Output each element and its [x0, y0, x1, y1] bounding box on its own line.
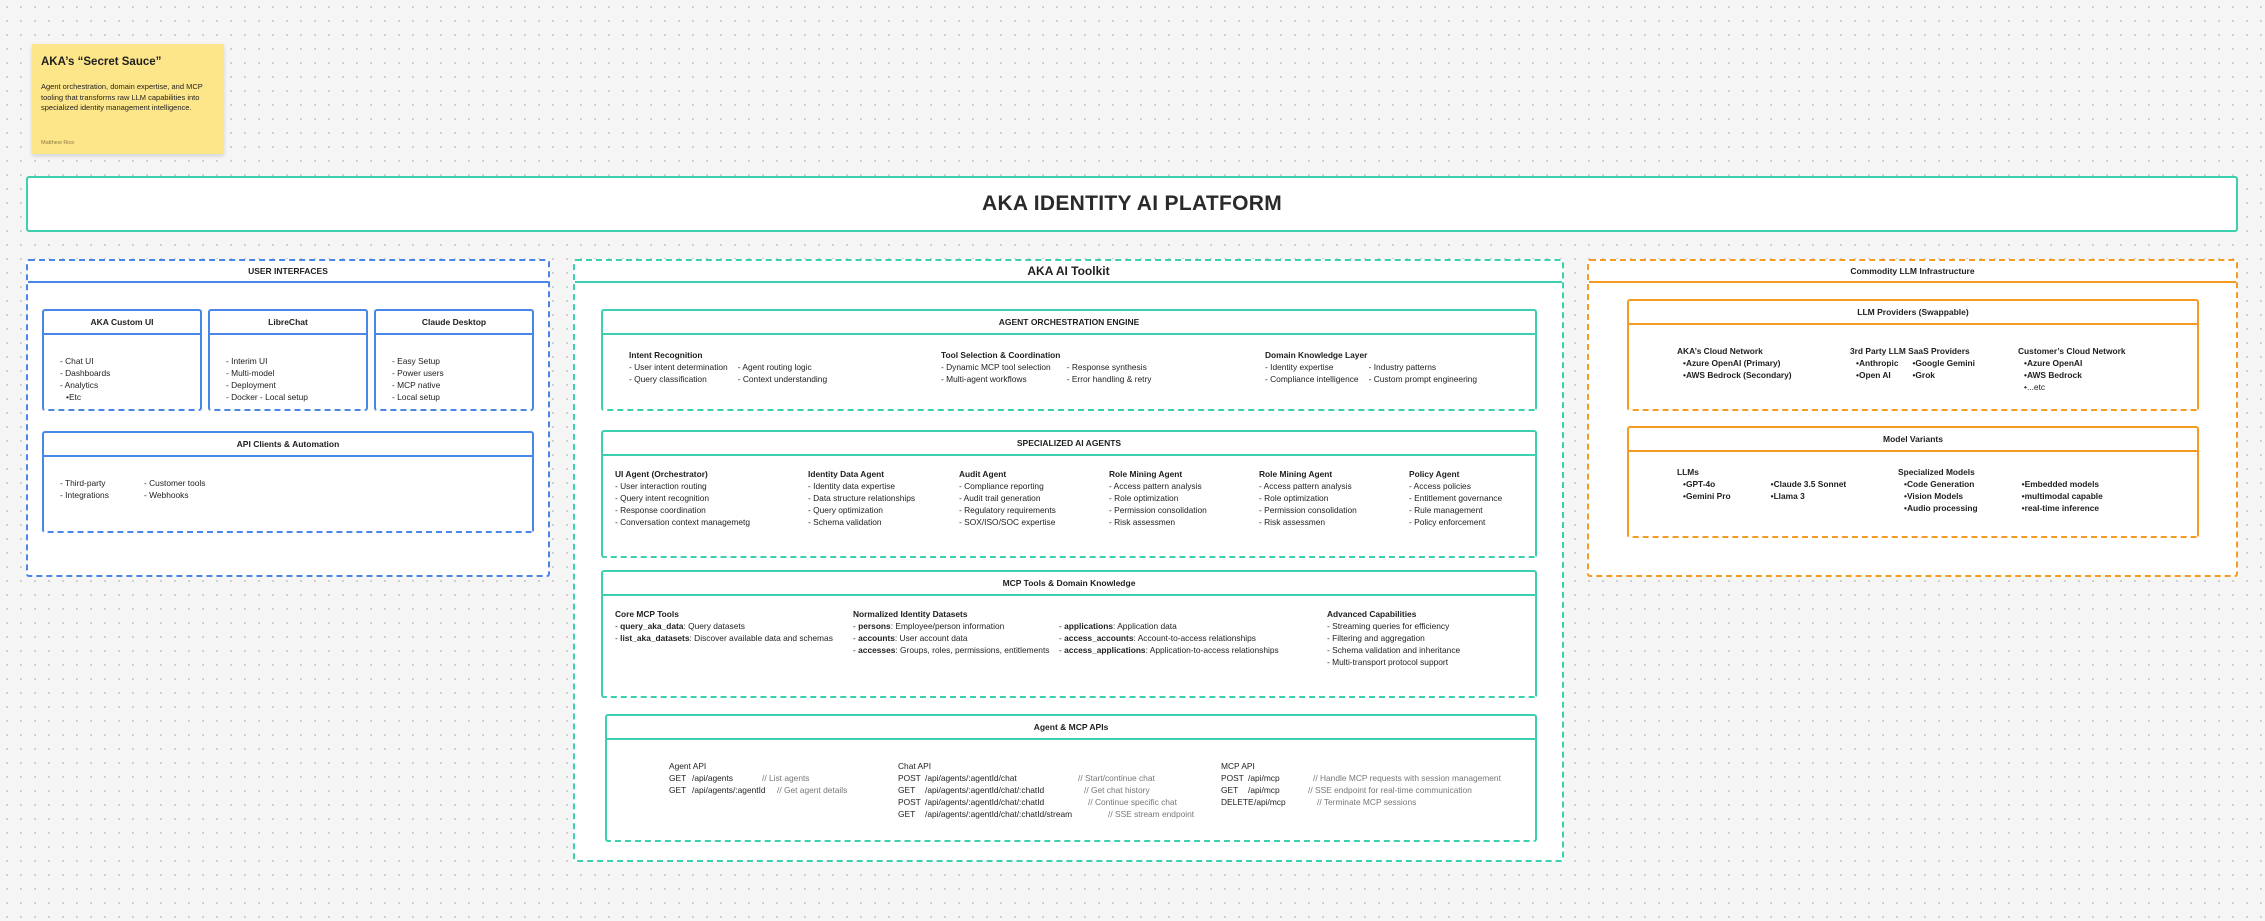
list-item: • Code Generation	[1898, 478, 1978, 490]
domain-knowledge-group	[1265, 349, 1477, 385]
agent-ui-orchestrator	[615, 468, 750, 528]
dataset-desc: : User account data	[894, 633, 968, 643]
list-item: - Data structure relationships	[808, 492, 915, 504]
llm-infrastructure-section[interactable]	[1587, 259, 2238, 577]
orchestration-engine-box[interactable]	[601, 309, 1537, 411]
specialized-models-group	[1898, 466, 2103, 514]
customer-cloud-title: Customer’s Cloud Network	[2018, 346, 2126, 356]
list-item: - Dynamic MCP tool selection	[941, 361, 1051, 373]
model-variants-box[interactable]	[1627, 426, 2199, 538]
list-item: - Customer tools	[144, 477, 205, 489]
normalized-datasets-title: Normalized Identity Datasets	[853, 609, 968, 619]
claude-desktop-title: Claude Desktop	[376, 311, 532, 335]
list-item: • Claude 3.5 Sonnet	[1771, 478, 1847, 490]
custom-ui-box[interactable]	[42, 309, 202, 411]
intent-recognition-title: Intent Recognition	[629, 350, 703, 360]
tool-selection-group	[941, 349, 1151, 385]
list-item: - Identity expertise	[1265, 361, 1359, 373]
platform-banner[interactable]	[26, 176, 2238, 232]
sticky-note[interactable]	[32, 44, 224, 154]
list-item: - Chat UI	[60, 355, 110, 367]
list-item: - User intent determination	[629, 361, 728, 373]
dataset-name: access_accounts	[1064, 633, 1134, 643]
ai-toolkit-title: AKA AI Toolkit	[575, 261, 1562, 283]
agent-identity-data	[808, 468, 915, 528]
llms-title: LLMs	[1677, 467, 1699, 477]
api-row: GET /api/agents/:agentId/chat/:chatId/stream // SSE stream endpoint	[898, 809, 1195, 819]
dataset-desc: : Application data	[1113, 621, 1177, 631]
tool-selection-title: Tool Selection & Coordination	[941, 350, 1061, 360]
api-row: GET /api/mcp // SSE endpoint for real-time communication	[1221, 785, 1472, 795]
dataset-name: applications	[1064, 621, 1113, 631]
list-item: • Azure OpenAI	[2018, 357, 2126, 369]
dataset-desc: : Employee/person information	[890, 621, 1005, 631]
list-item: - Agent routing logic	[738, 361, 827, 373]
list-item: - Regulatory requirements	[959, 504, 1056, 516]
list-item: - Query optimization	[808, 504, 915, 516]
list-item: • Open AI	[1850, 369, 1898, 381]
list-item: - Deployment	[226, 379, 308, 391]
agent-title: Role Mining Agent	[1109, 469, 1183, 479]
list-item: • AWS Bedrock	[2018, 369, 2126, 381]
list-item: • Audio processing	[1898, 502, 1978, 514]
claude-desktop-list	[392, 355, 444, 403]
tool-desc: : Query datasets	[683, 621, 745, 631]
list-item: • ...etc	[2018, 381, 2126, 393]
user-interfaces-title: USER INTERFACES	[28, 261, 548, 283]
list-item: - Query classification	[629, 373, 728, 385]
list-item: - Multi-transport protocol support	[1327, 656, 1460, 668]
specialized-agents-box[interactable]	[601, 430, 1537, 558]
agent-policy	[1409, 468, 1502, 528]
llms-group	[1677, 466, 1846, 502]
agent-role-mining-2	[1259, 468, 1357, 528]
api-row: GET /api/agents/:agentId/chat/:chatId // Get chat history	[898, 785, 1150, 795]
custom-ui-title: AKA Custom UI	[44, 311, 200, 335]
list-item: - Docker - Local setup	[226, 391, 308, 403]
tool-desc: : Discover available data and schemas	[689, 633, 833, 643]
list-item: • Google Gemini	[1912, 357, 1975, 369]
list-item: - Compliance intelligence	[1265, 373, 1359, 385]
api-clients-col1	[60, 477, 109, 501]
api-row: GET /api/agents/:agentId // Get agent details	[669, 785, 848, 795]
librechat-title: LibreChat	[210, 311, 366, 335]
normalized-datasets-col2	[1059, 620, 1279, 656]
list-item: - Role optimization	[1109, 492, 1207, 504]
list-item: • Anthropic	[1850, 357, 1898, 369]
list-item: • AWS Bedrock (Secondary)	[1677, 369, 1792, 381]
list-item: - Error handling & retry	[1067, 373, 1152, 385]
saas-providers-group	[1850, 345, 1975, 381]
tool-name: list_aka_datasets	[620, 633, 690, 643]
agent-title: Identity Data Agent	[808, 469, 885, 479]
llm-providers-box[interactable]	[1627, 299, 2199, 411]
librechat-box[interactable]	[208, 309, 368, 411]
list-item: • Embedded models	[2022, 478, 2103, 490]
list-item: - Easy Setup	[392, 355, 444, 367]
customer-cloud-group	[2018, 345, 2126, 393]
platform-title: AKA IDENTITY AI PLATFORM	[981, 192, 1283, 215]
intent-recognition-group	[629, 349, 827, 385]
agent-api-group	[669, 760, 847, 796]
dataset-desc: : Groups, roles, permissions, entitlements	[895, 645, 1050, 655]
orchestration-engine-title: AGENT ORCHESTRATION ENGINE	[603, 311, 1535, 335]
list-subitem: • Etc	[60, 391, 110, 403]
list-item: - Conversation context managemetg	[615, 516, 750, 528]
sticky-title: AKA’s “Secret Sauce”	[41, 56, 162, 68]
api-clients-col2	[144, 477, 205, 501]
list-item: - Compliance reporting	[959, 480, 1056, 492]
list-item: • Grok	[1912, 369, 1975, 381]
list-item: - Query intent recognition	[615, 492, 750, 504]
dataset-name: accounts	[858, 633, 895, 643]
list-item: - MCP native	[392, 379, 444, 391]
mcp-api-title: MCP API	[1221, 761, 1255, 771]
list-item: - Power users	[392, 367, 444, 379]
list-item: - Context understanding	[738, 373, 827, 385]
mcp-api-group	[1221, 760, 1501, 808]
agent-title: Audit Agent	[959, 469, 1007, 479]
list-item: - Multi-model	[226, 367, 308, 379]
api-clients-title: API Clients & Automation	[44, 433, 532, 457]
claude-desktop-box[interactable]	[374, 309, 534, 411]
aka-cloud-title: AKA’s Cloud Network	[1677, 346, 1763, 356]
list-item: - Multi-agent workflows	[941, 373, 1051, 385]
list-item: - Risk assessmen	[1109, 516, 1207, 528]
list-item: - Analytics	[60, 379, 110, 391]
sticky-author: Matthew Rice	[41, 140, 75, 146]
custom-ui-list	[60, 355, 110, 403]
tool-name: query_aka_data	[620, 621, 684, 631]
list-item: • multimodal capable	[2022, 490, 2103, 502]
list-item: • Azure OpenAI (Primary)	[1677, 357, 1792, 369]
list-item: • Gemini Pro	[1677, 490, 1731, 502]
sticky-body: Agent orchestration, domain expertise, and MCP tooling that transforms raw LLM capabilities into specialized identity management intelligence.	[41, 82, 203, 112]
list-item: - Audit trail generation	[959, 492, 1056, 504]
list-item: • GPT-4o	[1677, 478, 1731, 490]
list-item: - Permission consolidation	[1259, 504, 1357, 516]
api-row: DELETE/api/mcp // Terminate MCP sessions	[1221, 797, 1417, 807]
agent-role-mining-1	[1109, 468, 1207, 528]
mcp-tools-title: MCP Tools & Domain Knowledge	[603, 572, 1535, 596]
dataset-name: access_applications	[1064, 645, 1146, 655]
ai-toolkit-section[interactable]	[573, 259, 1564, 862]
list-item: - Permission consolidation	[1109, 504, 1207, 516]
list-item: - Policy enforcement	[1409, 516, 1502, 528]
core-mcp-tools-group	[615, 608, 833, 644]
api-row: GET /api/agents // List agents	[669, 773, 810, 783]
mcp-tools-box[interactable]	[601, 570, 1537, 698]
api-row: POST /api/agents/:agentId/chat // Start/continue chat	[898, 773, 1155, 783]
agent-mcp-apis-title: Agent & MCP APIs	[607, 716, 1535, 740]
list-item: - Local setup	[392, 391, 444, 403]
api-row: POST /api/mcp // Handle MCP requests with session management	[1221, 773, 1501, 783]
advanced-capabilities-title: Advanced Capabilities	[1327, 609, 1417, 619]
list-item: - Rule management	[1409, 504, 1502, 516]
list-item: - Risk assessmen	[1259, 516, 1357, 528]
agent-title: UI Agent (Orchestrator)	[615, 469, 708, 479]
aka-cloud-group	[1677, 345, 1792, 381]
list-item: - Integrations	[60, 489, 109, 501]
dataset-desc: : Account-to-access relationships	[1133, 633, 1256, 643]
user-interfaces-section[interactable]	[26, 259, 550, 577]
list-item: - Custom prompt engineering	[1369, 373, 1477, 385]
list-item: - Interim UI	[226, 355, 308, 367]
list-item: - SOX/ISO/SOC expertise	[959, 516, 1056, 528]
agent-title: Role Mining Agent	[1259, 469, 1333, 479]
agent-mcp-apis-box[interactable]	[605, 714, 1537, 842]
dataset-name: accesses	[858, 645, 896, 655]
list-item: • real-time inference	[2022, 502, 2103, 514]
list-item: - Webhooks	[144, 489, 205, 501]
list-item: - User interaction routing	[615, 480, 750, 492]
list-item: - Industry patterns	[1369, 361, 1477, 373]
chat-api-group	[898, 760, 1194, 820]
agent-api-title: Agent API	[669, 761, 707, 771]
list-item: - Access pattern analysis	[1259, 480, 1357, 492]
list-item: - Dashboards	[60, 367, 110, 379]
list-item: - Filtering and aggregation	[1327, 632, 1460, 644]
list-item: - Streaming queries for efficiency	[1327, 620, 1460, 632]
api-clients-box[interactable]	[42, 431, 534, 533]
agent-title: Policy Agent	[1409, 469, 1460, 479]
dataset-name: persons	[858, 621, 891, 631]
core-mcp-tools-title: Core MCP Tools	[615, 609, 679, 619]
list-item: - Response coordination	[615, 504, 750, 516]
advanced-capabilities-group	[1327, 608, 1460, 668]
list-item: - Response synthesis	[1067, 361, 1152, 373]
list-item: - Access pattern analysis	[1109, 480, 1207, 492]
model-variants-title: Model Variants	[1629, 428, 2197, 452]
domain-knowledge-title: Domain Knowledge Layer	[1265, 350, 1368, 360]
agent-audit	[959, 468, 1056, 528]
saas-providers-title: 3rd Party LLM SaaS Providers	[1850, 346, 1970, 356]
specialized-models-title: Specialized Models	[1898, 467, 1975, 477]
list-item: • Vision Models	[1898, 490, 1978, 502]
normalized-datasets-group	[853, 608, 1049, 656]
list-item: - Identity data expertise	[808, 480, 915, 492]
llm-providers-title: LLM Providers (Swappable)	[1629, 301, 2197, 325]
api-row: POST /api/agents/:agentId/chat/:chatId // Continue specific chat	[898, 797, 1177, 807]
list-item: - Entitlement governance	[1409, 492, 1502, 504]
list-item: • Llama 3	[1771, 490, 1847, 502]
specialized-agents-title: SPECIALIZED AI AGENTS	[603, 432, 1535, 456]
list-item: - Third-party	[60, 477, 109, 489]
dataset-desc: : Application-to-access relationships	[1145, 645, 1279, 655]
chat-api-title: Chat API	[898, 761, 932, 771]
list-item: - Schema validation	[808, 516, 915, 528]
list-item: - Access policies	[1409, 480, 1502, 492]
list-item: - Schema validation and inheritance	[1327, 644, 1460, 656]
librechat-list	[226, 355, 308, 403]
llm-infrastructure-title: Commodity LLM Infrastructure	[1589, 261, 2236, 283]
list-item: - Role optimization	[1259, 492, 1357, 504]
